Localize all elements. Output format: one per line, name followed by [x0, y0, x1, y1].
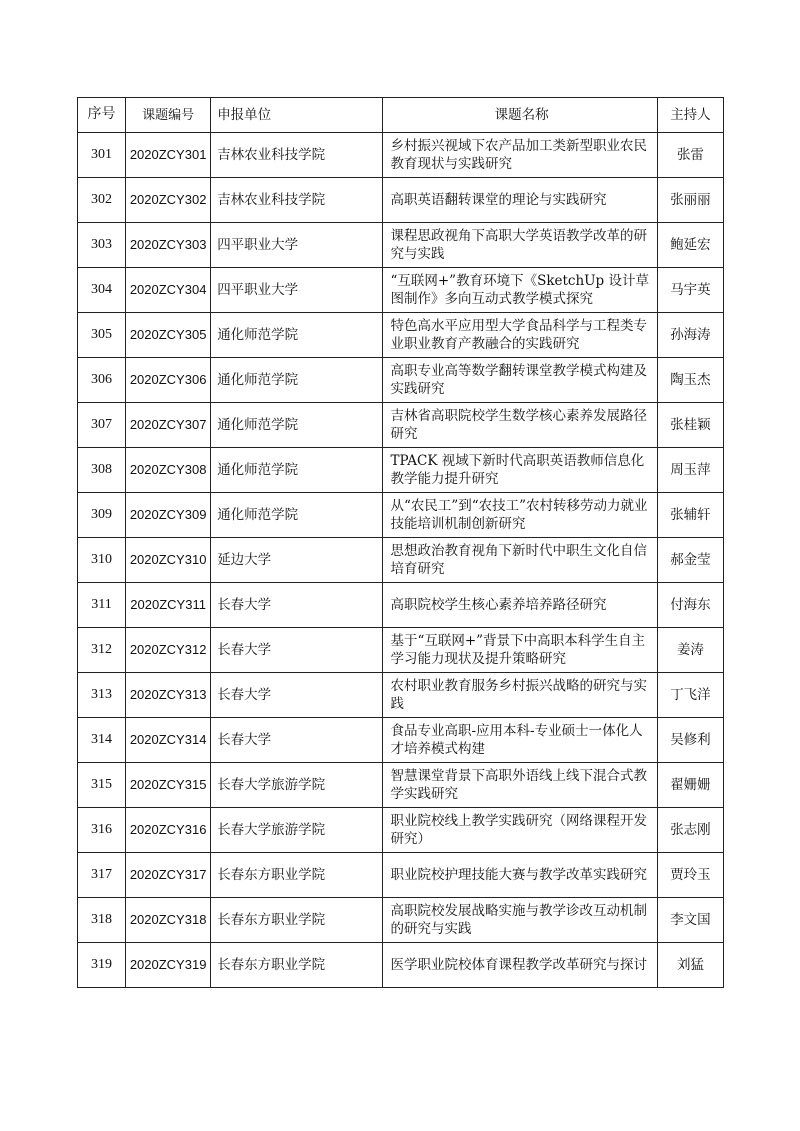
table-row — [78, 133, 724, 178]
row-title: 从“农民工”到“农技工”农村转移劳动力就业技能培训机制创新研究 — [383, 493, 657, 538]
table-row — [78, 268, 724, 313]
row-host: 周玉萍 — [657, 448, 723, 493]
row-code: 2020ZCY309 — [126, 493, 211, 538]
row-host: 张丽丽 — [657, 178, 723, 223]
table-row — [78, 493, 724, 538]
row-title: 课程思政视角下高职大学英语教学改革的研究与实践 — [383, 223, 657, 268]
table-row — [78, 178, 724, 223]
row-no: 309 — [78, 493, 126, 538]
row-title: TPACK 视域下新时代高职英语教师信息化教学能力提升研究 — [383, 448, 657, 493]
row-code: 2020ZCY318 — [126, 898, 211, 943]
project-list-page — [77, 97, 724, 988]
table-row — [78, 763, 724, 808]
row-host: 张雷 — [657, 133, 723, 178]
row-no: 307 — [78, 403, 126, 448]
row-unit: 通化师范学院 — [211, 313, 383, 358]
row-no: 313 — [78, 673, 126, 718]
header-title: 课题名称 — [383, 98, 657, 133]
row-no: 302 — [78, 178, 126, 223]
row-title: 职业院校线上教学实践研究（网络课程开发研究） — [383, 808, 657, 853]
row-host: 郝金莹 — [657, 538, 723, 583]
row-host: 翟姗姗 — [657, 763, 723, 808]
row-code: 2020ZCY307 — [126, 403, 211, 448]
row-title: 基于“互联网+”背景下中高职本科学生自主学习能力现状及提升策略研究 — [383, 628, 657, 673]
table-header-row — [78, 98, 724, 133]
table-body — [78, 133, 724, 988]
table-row — [78, 448, 724, 493]
row-code: 2020ZCY312 — [126, 628, 211, 673]
table-row — [78, 898, 724, 943]
row-no: 305 — [78, 313, 126, 358]
row-no: 306 — [78, 358, 126, 403]
row-unit: 长春大学 — [211, 718, 383, 763]
row-host: 陶玉杰 — [657, 358, 723, 403]
row-no: 319 — [78, 943, 126, 988]
row-unit: 通化师范学院 — [211, 358, 383, 403]
table-row — [78, 718, 724, 763]
table-row — [78, 403, 724, 448]
header-unit: 申报单位 — [211, 98, 383, 133]
row-unit: 通化师范学院 — [211, 448, 383, 493]
row-code: 2020ZCY305 — [126, 313, 211, 358]
row-host: 鲍延宏 — [657, 223, 723, 268]
row-unit: 通化师范学院 — [211, 493, 383, 538]
row-host: 张桂颖 — [657, 403, 723, 448]
row-code: 2020ZCY301 — [126, 133, 211, 178]
row-no: 303 — [78, 223, 126, 268]
row-unit: 长春大学 — [211, 583, 383, 628]
row-unit: 长春东方职业学院 — [211, 853, 383, 898]
row-unit: 长春东方职业学院 — [211, 943, 383, 988]
row-host: 丁飞洋 — [657, 673, 723, 718]
row-unit: 延边大学 — [211, 538, 383, 583]
row-unit: 长春东方职业学院 — [211, 898, 383, 943]
row-title: 高职院校发展战略实施与教学诊改互动机制的研究与实践 — [383, 898, 657, 943]
row-host: 姜涛 — [657, 628, 723, 673]
row-host: 张辅轩 — [657, 493, 723, 538]
row-code: 2020ZCY306 — [126, 358, 211, 403]
row-unit: 长春大学 — [211, 628, 383, 673]
row-code: 2020ZCY303 — [126, 223, 211, 268]
row-no: 318 — [78, 898, 126, 943]
row-unit: 四平职业大学 — [211, 268, 383, 313]
row-host: 马宇英 — [657, 268, 723, 313]
row-unit: 长春大学旅游学院 — [211, 763, 383, 808]
table-row — [78, 943, 724, 988]
table-row — [78, 853, 724, 898]
row-no: 315 — [78, 763, 126, 808]
row-code: 2020ZCY308 — [126, 448, 211, 493]
table-row — [78, 223, 724, 268]
row-unit: 吉林农业科技学院 — [211, 178, 383, 223]
row-title: 乡村振兴视域下农产品加工类新型职业农民教育现状与实践研究 — [383, 133, 657, 178]
row-no: 310 — [78, 538, 126, 583]
row-code: 2020ZCY315 — [126, 763, 211, 808]
header-no: 序号 — [78, 98, 126, 133]
row-host: 贾玲玉 — [657, 853, 723, 898]
row-host: 付海东 — [657, 583, 723, 628]
row-no: 317 — [78, 853, 126, 898]
table-row — [78, 538, 724, 583]
row-host: 吴修利 — [657, 718, 723, 763]
table-row — [78, 628, 724, 673]
row-code: 2020ZCY313 — [126, 673, 211, 718]
table-row — [78, 583, 724, 628]
row-code: 2020ZCY311 — [126, 583, 211, 628]
row-no: 312 — [78, 628, 126, 673]
row-no: 314 — [78, 718, 126, 763]
row-title: 高职英语翻转课堂的理论与实践研究 — [383, 178, 657, 223]
table-row — [78, 673, 724, 718]
row-no: 316 — [78, 808, 126, 853]
table-row — [78, 313, 724, 358]
row-no: 308 — [78, 448, 126, 493]
row-code: 2020ZCY314 — [126, 718, 211, 763]
row-unit: 吉林农业科技学院 — [211, 133, 383, 178]
table-row — [78, 808, 724, 853]
row-code: 2020ZCY304 — [126, 268, 211, 313]
row-host: 孙海涛 — [657, 313, 723, 358]
row-title: 食品专业高职-应用本科-专业硕士一体化人才培养模式构建 — [383, 718, 657, 763]
row-unit: 四平职业大学 — [211, 223, 383, 268]
row-no: 304 — [78, 268, 126, 313]
row-title: 农村职业教育服务乡村振兴战略的研究与实践 — [383, 673, 657, 718]
row-code: 2020ZCY317 — [126, 853, 211, 898]
row-code: 2020ZCY316 — [126, 808, 211, 853]
header-host: 主持人 — [657, 98, 723, 133]
row-title: 特色高水平应用型大学食品科学与工程类专业职业教育产教融合的实践研究 — [383, 313, 657, 358]
row-no: 301 — [78, 133, 126, 178]
row-code: 2020ZCY319 — [126, 943, 211, 988]
row-code: 2020ZCY310 — [126, 538, 211, 583]
row-unit: 长春大学旅游学院 — [211, 808, 383, 853]
table-row — [78, 358, 724, 403]
row-unit: 长春大学 — [211, 673, 383, 718]
row-title: 吉林省高职院校学生数学核心素养发展路径研究 — [383, 403, 657, 448]
row-unit: 通化师范学院 — [211, 403, 383, 448]
row-title: “互联网+”教育环境下《SketchUp 设计草图制作》多向互动式教学模式探究 — [383, 268, 657, 313]
row-title: 高职专业高等数学翻转课堂教学模式构建及实践研究 — [383, 358, 657, 403]
row-title: 高职院校学生核心素养培养路径研究 — [383, 583, 657, 628]
row-host: 刘猛 — [657, 943, 723, 988]
row-no: 311 — [78, 583, 126, 628]
header-code: 课题编号 — [126, 98, 211, 133]
row-title: 职业院校护理技能大赛与教学改革实践研究 — [383, 853, 657, 898]
row-title: 智慧课堂背景下高职外语线上线下混合式教学实践研究 — [383, 763, 657, 808]
row-title: 医学职业院校体育课程教学改革研究与探讨 — [383, 943, 657, 988]
row-host: 李文国 — [657, 898, 723, 943]
project-table — [77, 97, 724, 988]
row-host: 张志刚 — [657, 808, 723, 853]
row-code: 2020ZCY302 — [126, 178, 211, 223]
row-title: 思想政治教育视角下新时代中职生文化自信培育研究 — [383, 538, 657, 583]
